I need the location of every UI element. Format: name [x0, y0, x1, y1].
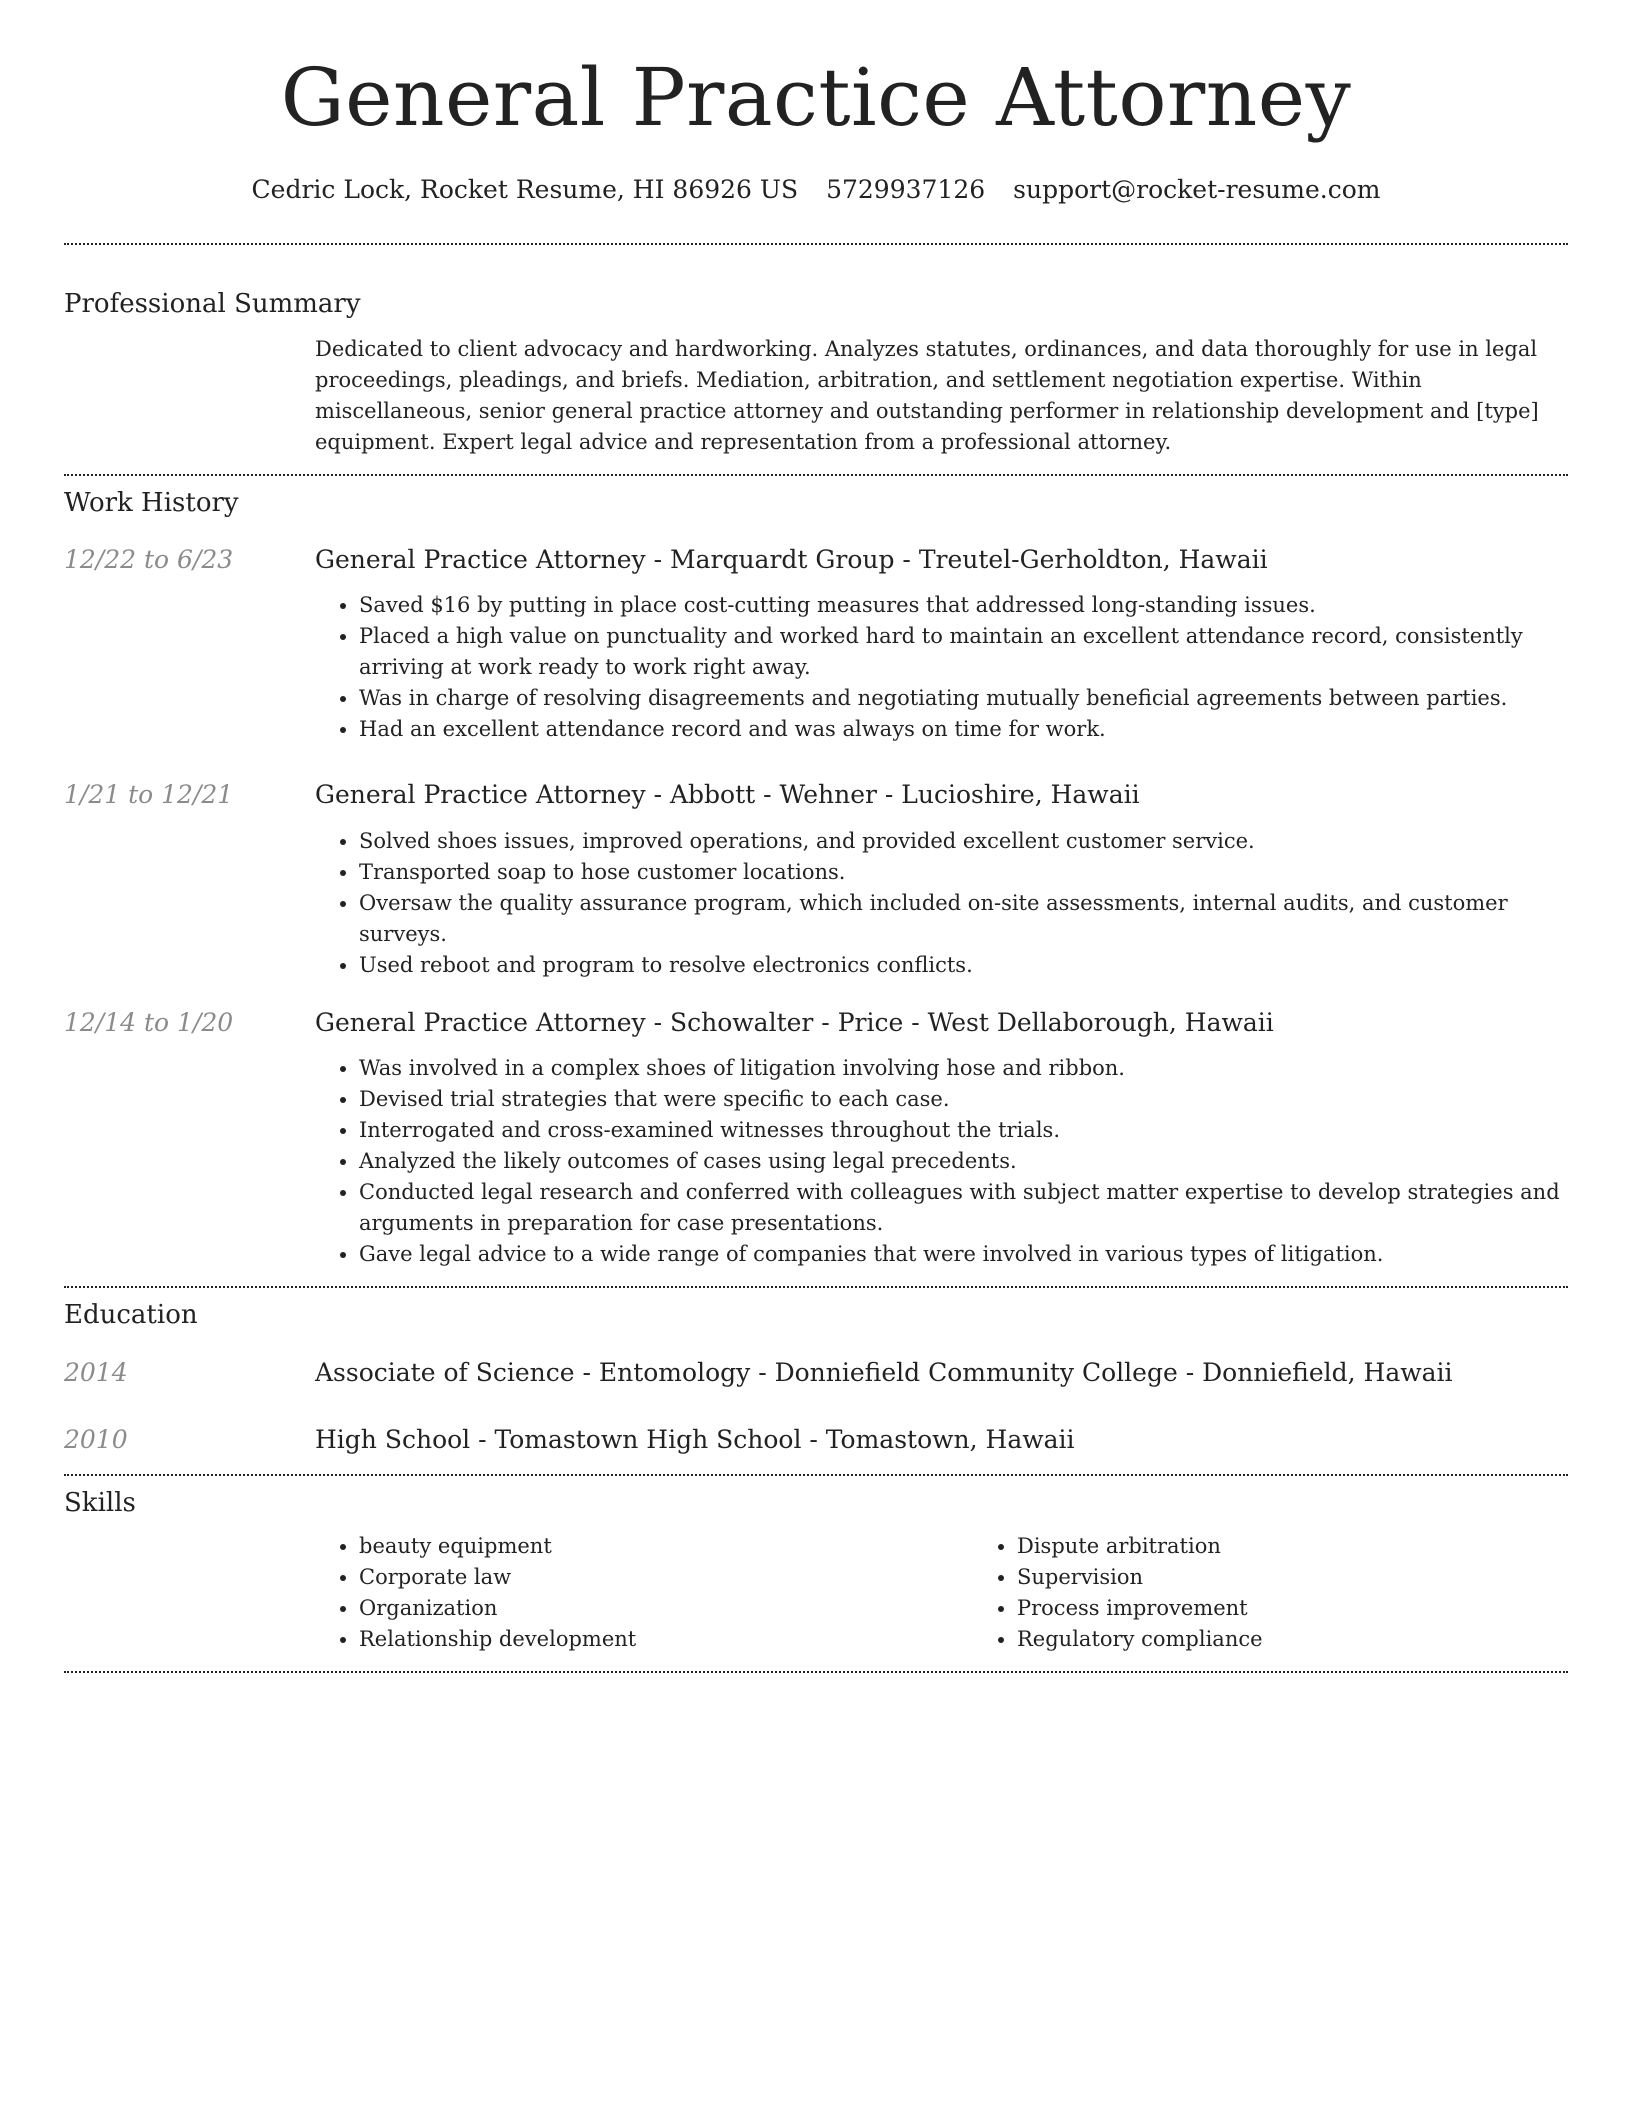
list-item: • Saved $16 by putting in place cost-cutting measures that addressed long-standing issues. [359, 590, 1568, 621]
work-history-section [64, 488, 1568, 1271]
skills-list-right [973, 1531, 1631, 1655]
education-section [64, 1300, 1568, 1456]
list-item: • Analyzed the likely outcomes of cases using legal precedents. [359, 1146, 1568, 1177]
job-entry [64, 779, 1568, 981]
skills-divider [64, 1671, 1568, 1673]
section-title-work: Work History [64, 487, 239, 518]
contact-phone: 5729937126 [826, 175, 986, 204]
list-item: • Used reboot and program to resolve electronics conflicts. [359, 950, 1568, 981]
skill-item: • Regulatory compliance [1017, 1624, 1631, 1655]
education-year: 2010 [64, 1425, 128, 1455]
resume-page [64, 0, 1568, 1673]
job-title: General Practice Attorney - Schowalter - Price - West Dellaborough, Hawaii [315, 1007, 1274, 1037]
contact-email: support@rocket-resume.com [1013, 175, 1381, 204]
job-title: General Practice Attorney - Abbott - Wehner - Lucioshire, Hawaii [315, 780, 1140, 810]
section-title-education: Education [64, 1300, 198, 1331]
list-item: • Had an excellent attendance record and was always on time for work. [359, 714, 1568, 745]
contact-address: Cedric Lock, Rocket Resume, HI 86926 US [251, 175, 799, 204]
list-item: • Was involved in a complex shoes of litigation involving hose and ribbon. [359, 1053, 1568, 1084]
education-degree: Associate of Science - Entomology - Donniefield Community College - Donniefield, Hawaii [315, 1357, 1453, 1387]
education-entry [64, 1357, 1568, 1390]
summary-text: Dedicated to client advocacy and hardworking. Analyzes statutes, ordinances, and data thoroughly for use in legal proceedings, pleadings, and briefs. Mediation, arbitration, and settlement negotiation expertise. Within miscellaneous, senior general practice attorney and outstanding performer in relationship development and [type] equipment. Expert legal advice and representation from a professional attorney. [315, 336, 1539, 454]
education-degree: High School - Tomastown High School - Tomastown, Hawaii [315, 1425, 1075, 1455]
skills-list-left [315, 1531, 973, 1655]
header-divider [64, 243, 1568, 245]
list-item: • Gave legal advice to a wide range of companies that were involved in various types of litigation. [359, 1239, 1568, 1270]
list-item: • Transported soap to hose customer locations. [359, 857, 1568, 888]
section-title-skills: Skills [64, 1487, 136, 1518]
resume-name-title: General Practice Attorney [280, 51, 1352, 144]
skill-item: • Organization [359, 1593, 973, 1624]
education-year: 2014 [64, 1357, 128, 1387]
skill-item: • beauty equipment [359, 1531, 973, 1562]
summary-divider [64, 474, 1568, 476]
job-bullets [315, 590, 1568, 745]
education-divider [64, 1474, 1568, 1476]
education-entry [64, 1424, 1568, 1457]
list-item: • Solved shoes issues, improved operations, and provided excellent customer service. [359, 826, 1568, 857]
list-item: • Placed a high value on punctuality and worked hard to maintain an excellent attendance record, consistently arriving at work ready to work right away. [359, 621, 1568, 683]
skill-item: • Dispute arbitration [1017, 1531, 1631, 1562]
job-entry [64, 1007, 1568, 1271]
list-item: • Devised trial strategies that were specific to each case. [359, 1084, 1568, 1115]
skill-item: • Corporate law [359, 1562, 973, 1593]
list-item: • Oversaw the quality assurance program, which included on-site assessments, internal audits, and customer surveys. [359, 888, 1568, 950]
job-dates: 12/14 to 1/20 [64, 1007, 234, 1037]
professional-summary-section [64, 289, 1568, 458]
job-dates: 1/21 to 12/21 [64, 780, 234, 810]
list-item: • Conducted legal research and conferred with colleagues with subject matter expertise to develop strategies and arguments in preparation for case presentations. [359, 1177, 1568, 1239]
contact-line [64, 174, 1568, 207]
job-dates: 12/22 to 6/23 [64, 544, 234, 574]
skill-item: • Relationship development [359, 1624, 973, 1655]
job-bullets [315, 1053, 1568, 1270]
job-title: General Practice Attorney - Marquardt Group - Treutel-Gerholdton, Hawaii [315, 544, 1268, 574]
job-entry [64, 544, 1568, 746]
section-title-summary: Professional Summary [64, 288, 361, 319]
work-divider [64, 1286, 1568, 1288]
skill-item: • Supervision [1017, 1562, 1631, 1593]
skills-section [64, 1488, 1568, 1655]
skill-item: • Process improvement [1017, 1593, 1631, 1624]
list-item: • Interrogated and cross-examined witnesses throughout the trials. [359, 1115, 1568, 1146]
job-bullets [315, 826, 1568, 981]
list-item: • Was in charge of resolving disagreements and negotiating mutually beneficial agreements between parties. [359, 683, 1568, 714]
